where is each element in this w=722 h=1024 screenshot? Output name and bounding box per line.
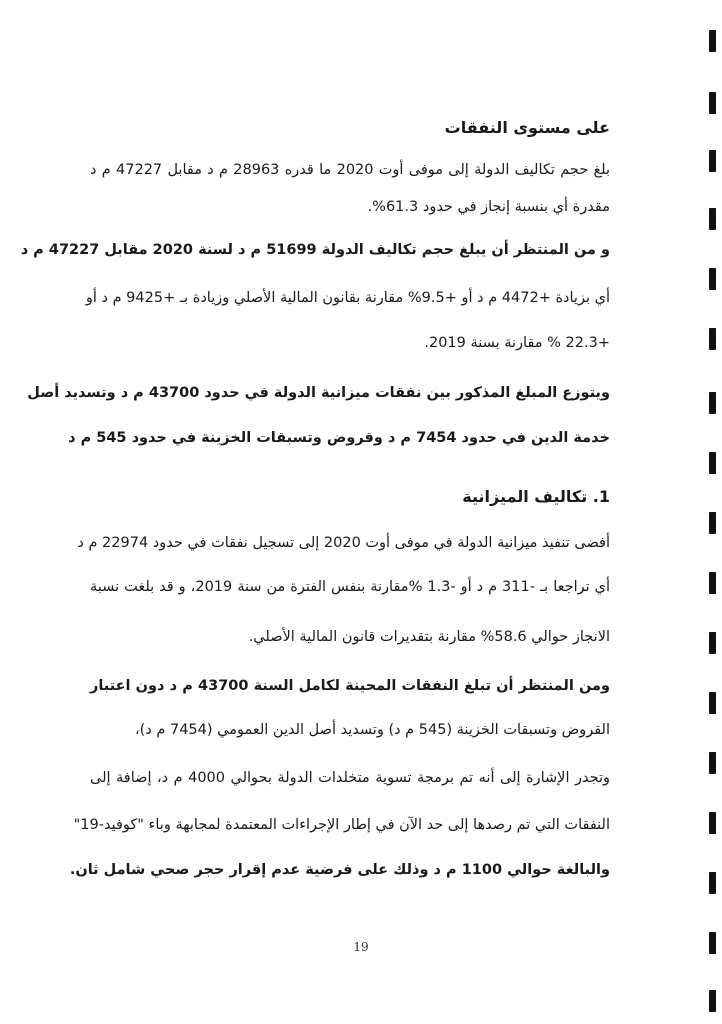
paragraph-line: وتجدر الإشارة إلى أنه تم برمجة تسوية متخلدات الدولة بحوالي 4000 م د، إضافة إلى [90,770,610,786]
binding-mark [709,990,716,1012]
binding-mark [709,30,716,52]
section-heading-budget-costs: 1. تكاليف الميزانية [462,487,610,506]
binding-mark [709,872,716,894]
paragraph-line: ويتوزع المبلغ المذكور بين نفقات ميزانية الدولة في حدود 43700 م د وتسديد أصل [27,385,610,401]
spiral-binding [702,0,716,1024]
binding-mark [709,572,716,594]
paragraph-line: أي بزيادة +4472 م د أو +9.5% مقارنة بقانون المالية الأصلي وزيادة بـ +9425 م د أو [85,290,610,306]
binding-mark [709,812,716,834]
paragraph-line: أي تراجعا بـ -311 م د أو -1.3 %مقارنة بنفس الفترة من سنة 2019، و قد بلغت نسبة [90,579,610,595]
paragraph-line: الانجاز حوالي 58.6% مقارنة بتقديرات قانون المالية الأصلي. [248,629,610,645]
binding-mark [709,452,716,474]
binding-mark [709,632,716,654]
binding-mark [709,752,716,774]
binding-mark [709,208,716,230]
binding-mark [709,328,716,350]
paragraph-line: أفضى تنفيذ ميزانية الدولة في موفى أوت 2020 إلى تسجيل نفقات في حدود 22974 م د [77,535,610,551]
paragraph-line: و من المنتظر أن يبلغ حجم تكاليف الدولة 51699 م د لسنة 2020 مقابل 47227 م د [20,242,610,258]
paragraph-line: مقدرة أي بنسبة إنجاز في حدود 61.3%. [367,199,610,215]
paragraph-line: ومن المنتظر أن تبلغ النفقات المحينة لكامل السنة 43700 م د دون اعتبار [90,678,610,694]
binding-mark [709,692,716,714]
binding-mark [709,150,716,172]
paragraph-line: خدمة الدين في حدود 7454 م د وقروض وتسبقات الخزينة في حدود 545 م د [68,430,610,446]
binding-mark [709,392,716,414]
binding-mark [709,512,716,534]
binding-mark [709,92,716,114]
paragraph-line: +22.3 % مقارنة بسنة 2019. [424,335,610,351]
page-number: 19 [353,940,369,954]
paragraph-line: القروض وتسبقات الخزينة (545 م د) وتسديد أصل الدين العمومي (7454 م د)، [134,722,610,738]
paragraph-line: النفقات التي تم رصدها إلى حد الآن في إطار الإجراءات المعتمدة لمجابهة وباء "كوفيد-19" [73,817,610,833]
section-heading-expenditure: على مستوى النفقات [444,118,610,137]
paragraph-line: بلغ حجم تكاليف الدولة إلى موفى أوت 2020 ما قدره 28963 م د مقابل 47227 م د [90,162,611,178]
binding-mark [709,268,716,290]
paragraph-line: والبالغة حوالي 1100 م د وذلك على فرضية عدم إقرار حجر صحي شامل ثان. [69,862,610,878]
